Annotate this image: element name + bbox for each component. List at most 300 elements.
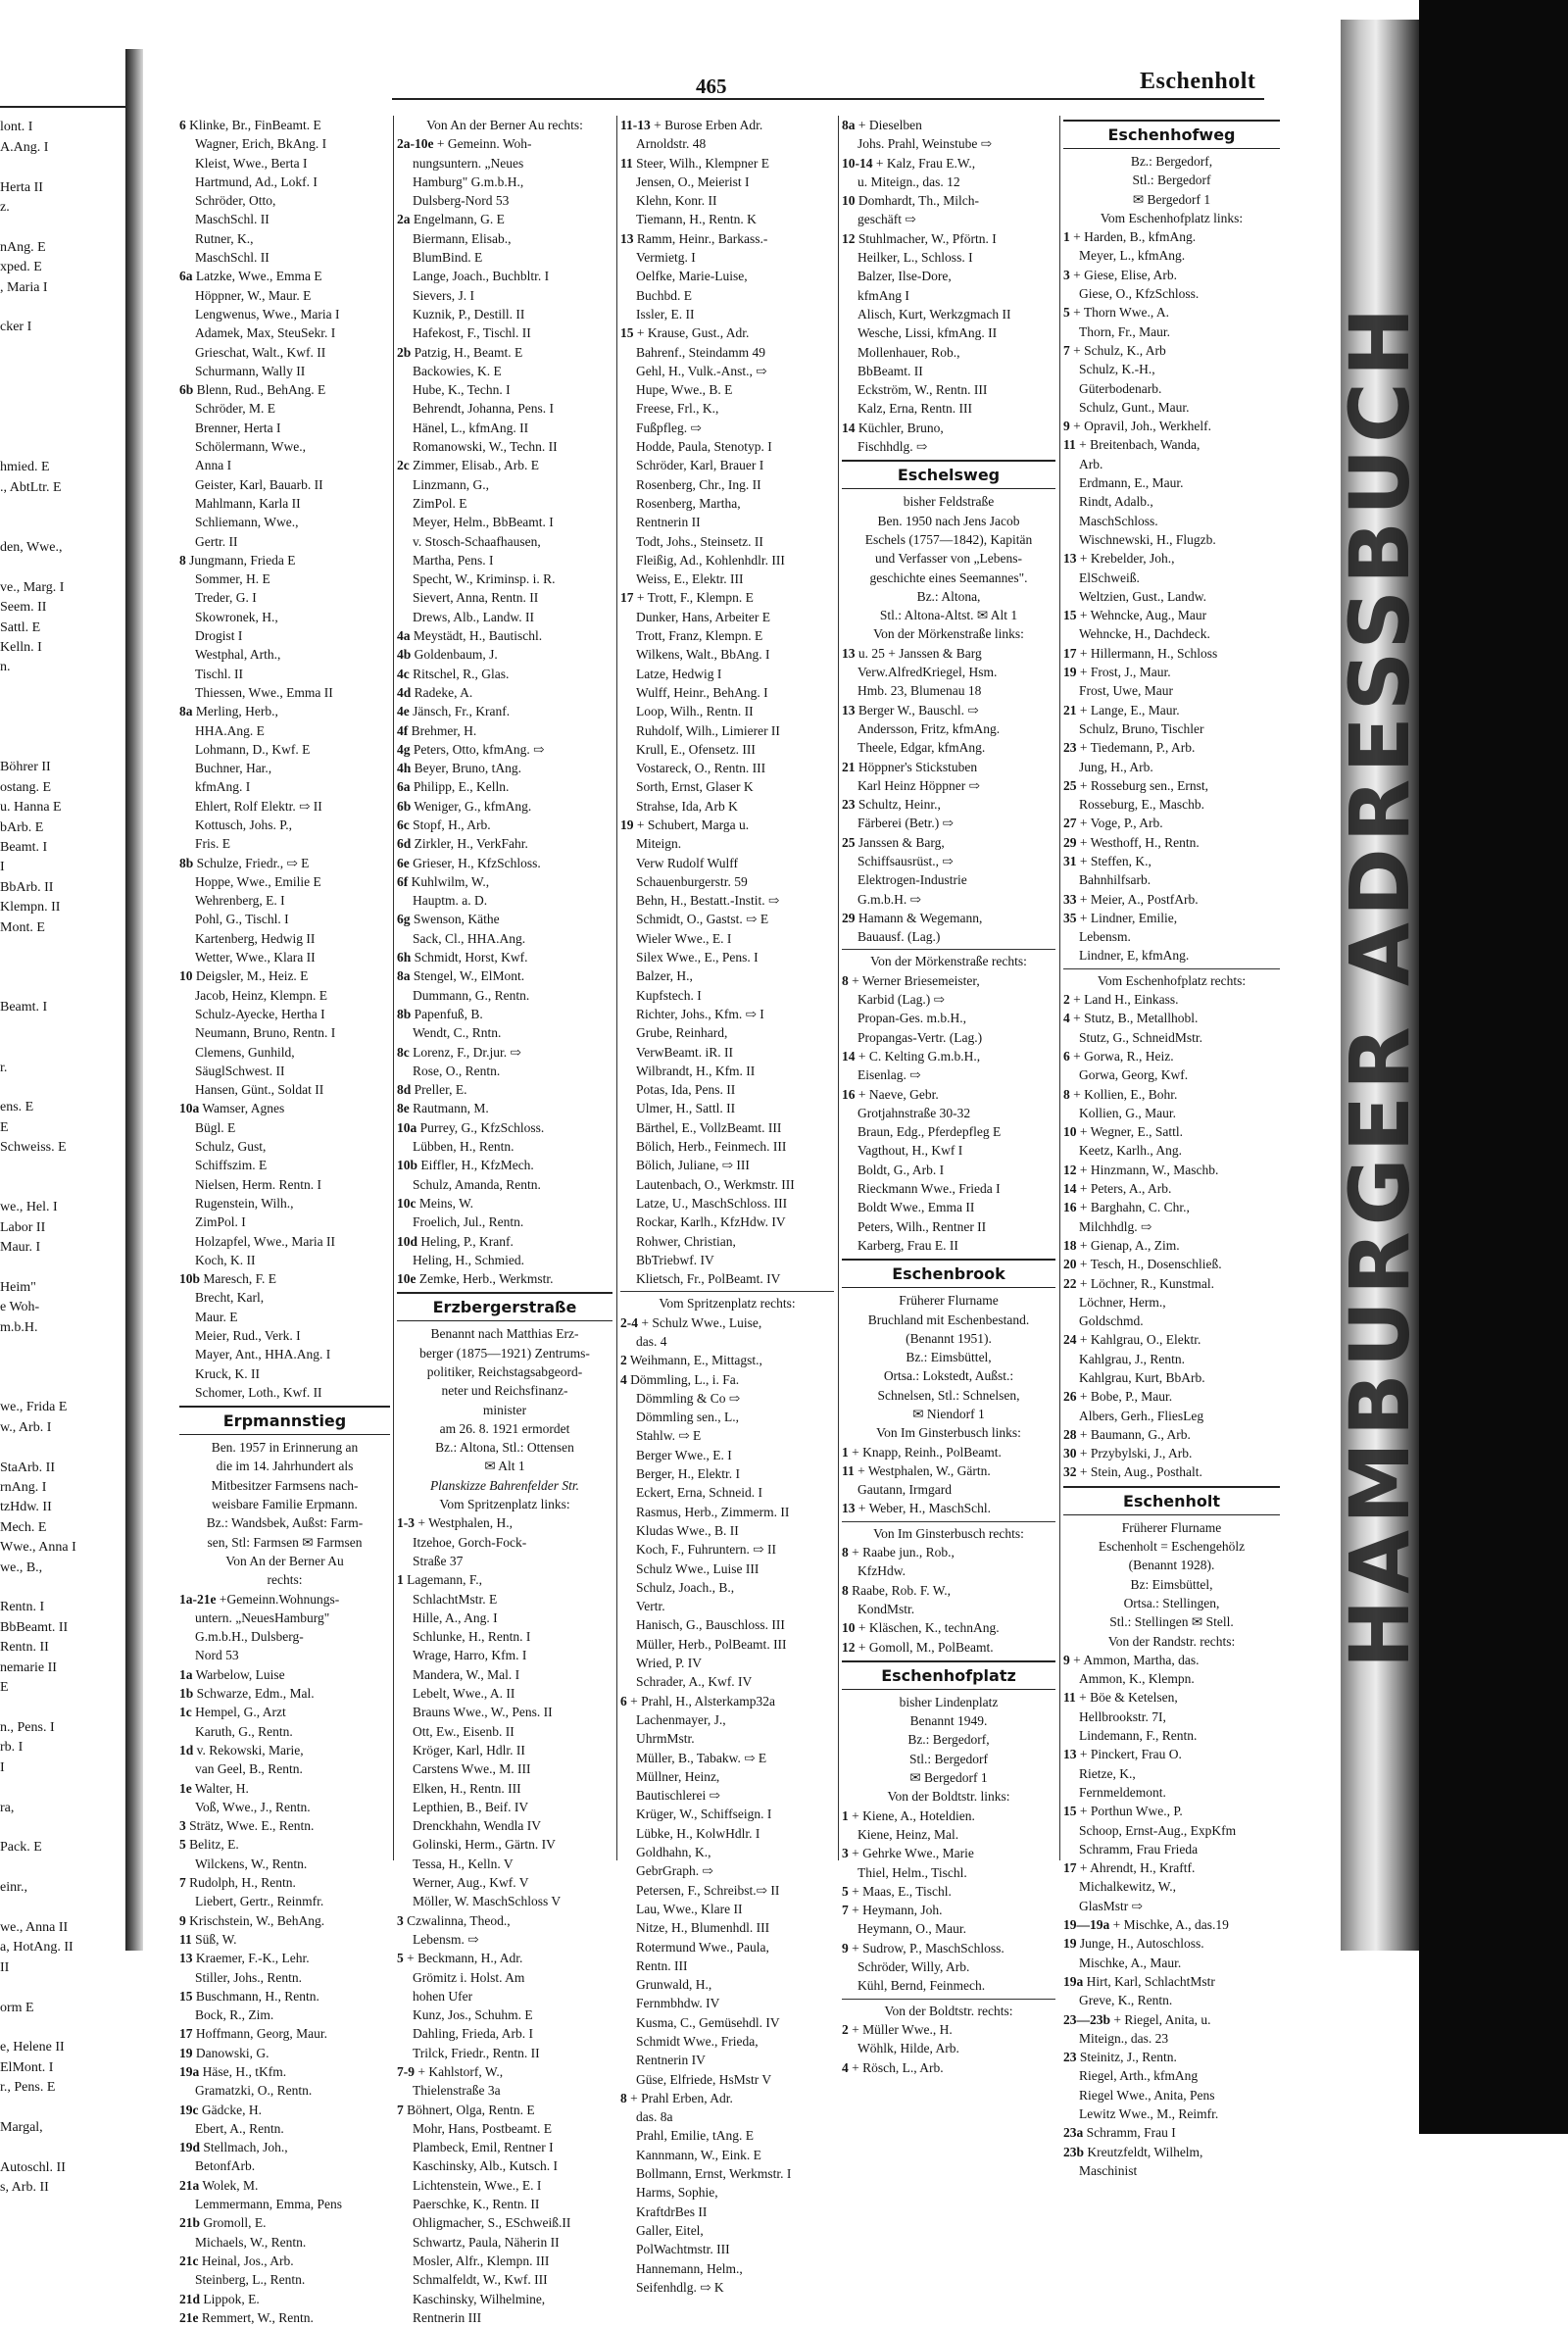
house-entry [179,1835,390,1854]
resident-line: Arb. [1079,456,1103,471]
resident-line: SäuglSchwest. II [195,1063,285,1078]
resident-line: Backowies, K. E [413,363,502,378]
resident-line: Liebert, Gertr., Reinmfr. [195,1894,324,1909]
house-number: 5 [842,1883,849,1899]
resident-text: + Prahl, H., Alsterkamp32a [630,1693,775,1708]
house-number: 14 [1063,1181,1077,1197]
resident-line: Thiel, Helm., Tischl. [858,1864,967,1880]
house-number: 1 [842,1444,849,1460]
left-fragment-line: z. [0,200,10,216]
left-fragment-line [0,558,125,577]
resident-line: Dahling, Frieda, Arb. I [413,2026,533,2042]
resident-line: Arnoldstr. 48 [636,136,707,152]
left-fragment-line: ostang. E [0,779,52,795]
left-fragment-line [0,1359,125,1378]
house-number: 13 [842,645,856,661]
resident-line: Jung, H., Arb. [1079,759,1153,774]
resident-line: Wried, P. IV [636,1656,702,1671]
resident-line: Ott, Ew., Eisenb. II [413,1723,514,1739]
resident-line: Lindemann, F., Rentn. [1079,1728,1198,1744]
resident-line: Weltzien, Gust., Landw. [1079,588,1207,604]
resident-text: Gromoll, E. [203,2215,267,2231]
resident-text: Dömmling, L., i. Fa. [630,1371,740,1387]
resident-text: Purrey, G., KfzSchloss. [419,1119,545,1135]
resident-line: Klietsch, Fr., PolBeamt. IV [636,1271,781,1287]
left-fragment-line: I [0,860,5,875]
house-number: 8 [1063,1086,1070,1102]
house-number: 8a [842,118,856,132]
resident-line: Richter, Johs., Kfm. ⇨ I [636,1006,764,1021]
street-heading: Erpmannstieg [179,1406,390,1435]
street-note: politiker, Reichstagsabgeord- [426,1364,583,1379]
resident-line: Frost, Uwe, Maur [1079,683,1173,699]
resident-text: Jänsch, Fr., Kranf. [413,704,511,719]
resident-text: + Müller Wwe., H. [852,2021,953,2037]
resident-text: Czwalinna, Theod., [407,1912,511,1928]
resident-line: Kahlgrau, J., Rentn. [1079,1351,1185,1366]
house-number: 6 [620,1693,627,1708]
resident-line: kfmAng I [858,287,909,303]
resident-line: Drogist I [195,628,243,644]
resident-line: Balzer, Ilse-Dore, [858,269,952,284]
resident-line: Verw.AlfredKriegel, Hsm. [858,665,998,680]
house-entry [842,1543,1055,1561]
column-divider [616,116,617,1860]
street-note: geschichte eines Seemannes". [869,569,1028,585]
resident-line: Rasmus, Herb., Zimmerm. II [636,1504,790,1519]
resident-line: Wulff, Heinr., BehAng. I [636,684,768,700]
house-entry [397,1949,612,1967]
street-note: Ortsa.: Stellingen, [1123,1595,1220,1610]
left-fragment-line: I [0,1759,5,1775]
house-number: 19d [179,2140,201,2155]
house-entry [179,702,390,720]
resident-line: Issler, E. II [636,306,695,322]
resident-line: Ruhdolf, Wilh., Limierer II [636,722,780,738]
house-number: 9 [1063,419,1070,434]
resident-line: Lübke, H., KolwHdlr. I [636,1825,760,1841]
street-note: Vom Spritzenplatz rechts: [620,1291,834,1312]
house-entry [842,2058,1055,2077]
resident-text: + Frost, J., Maur. [1079,665,1171,680]
street-note: ✉ Bergedorf 1 [909,1770,988,1786]
left-fragment-line: r. [0,1060,8,1075]
left-fragment-line: E [0,1680,9,1696]
resident-line: Schulz-Ayecke, Hertha I [195,1006,325,1021]
resident-line: Balzer, H., [636,968,693,984]
house-number: 14 [842,420,856,435]
resident-line: Bölich, Juliane, ⇨ III [636,1158,750,1173]
resident-text: + Werner Briesemeister, [852,972,980,988]
resident-text: Kraemer, F.-K., Lehr. [195,1951,310,1966]
left-fragment-line: , Maria I [0,279,48,295]
house-entry [397,948,612,966]
resident-line: Hafekost, F., Tischl. II [413,325,531,341]
resident-line: Hartmund, Ad., Lokf. I [195,173,318,189]
resident-line: Kartenberg, Hedwig II [195,930,316,946]
house-entry [397,683,612,702]
house-number: 19 [1063,665,1077,680]
house-entry [397,1911,612,1930]
resident-line: Mischke, A., Maur. [1079,1955,1182,1970]
house-number: 2 [1063,992,1070,1008]
resident-text: + C. Kelting G.m.b.H., [858,1048,981,1064]
resident-line: Krull, E., Ofensetz. III [636,741,756,757]
left-fragment-line [0,519,125,538]
resident-text: + Naeve, Gebr. [858,1086,939,1102]
house-entry [1063,1179,1280,1198]
house-number: 6f [397,873,409,889]
resident-text: + Schulz, K., Arb [1073,342,1166,358]
resident-line: Bauausf. (Lag.) [858,929,941,945]
resident-line: Linzmann, G., [413,476,489,492]
left-fragment-line: u. Hanna E [0,800,62,816]
house-number: 12 [842,230,856,246]
resident-line: v. Stosch-Schaafhausen, [413,533,541,549]
resident-line: Kollien, G., Maur. [1079,1105,1176,1120]
left-fragment-line: xped. E [0,260,42,275]
left-fragment-line: A.Ang. I [0,139,49,155]
resident-line: Harms, Sophie, [636,2185,718,2201]
house-number: 5 [179,1837,186,1853]
resident-line: Nielsen, Herm. Rentn. I [195,1176,321,1192]
resident-text: Raabe, Rob. F. W., [852,1582,952,1598]
resident-text: Häse, H., tKfm. [202,2063,287,2079]
resident-line: KraftdrBes II [636,2203,708,2219]
left-fragment-line: Mech. E [0,1519,47,1535]
house-number: 23 [1063,740,1077,756]
resident-text: Steer, Wilh., Klempner E [636,155,770,171]
resident-line: Rosenberg, Chr., Ing. II [636,476,761,492]
resident-line: Plambeck, Emil, Rentner I [413,2140,554,2155]
house-number: 4a [397,628,411,644]
resident-line: Lautenbach, O., Werkmstr. III [636,1176,795,1192]
house-entry [397,210,612,228]
house-number: 26 [1063,1389,1077,1405]
resident-text: + Mischke, A., das.19 [1112,1917,1229,1933]
spine-lettering: HAMBURGER ADRESSBUCH [1332,301,1428,1669]
resident-line: Skowronek, H., [195,609,278,624]
resident-text: + Steffen, K., [1079,853,1152,868]
resident-text: + Gienap, A., Zim. [1079,1237,1180,1253]
resident-text: + Stein, Aug., Posthalt. [1079,1464,1202,1480]
resident-line: Nord 53 [195,1648,239,1663]
house-number: 21d [179,2291,201,2306]
house-number: 19 [1063,1936,1077,1952]
left-fragment-line: w., Arb. I [0,1419,52,1435]
resident-text: Remmert, W., Rentn. [201,2309,314,2325]
house-entry [179,2213,390,2232]
left-fragment-line [0,498,125,518]
street-note: Bz.: Altona, [916,588,981,604]
street-note: Von der Boldtstr. links: [887,1789,1010,1805]
house-number: 29 [1063,834,1077,850]
house-number: 10 [1063,1124,1077,1140]
house-number: 11-13 [620,118,651,132]
resident-line: geschäft ⇨ [858,212,916,227]
resident-line: Bollmann, Ernst, Werkmstr. I [636,2166,792,2182]
house-entry [179,1590,390,1609]
resident-line: Schulz, Amanda, Rentn. [413,1176,541,1192]
resident-text: Hirt, Karl, SchlachtMstr [1086,1973,1215,1989]
resident-text: + Trott, F., Klempn. E [636,590,754,606]
resident-line: Miteign., das. 23 [1079,2030,1169,2046]
street-note: Planskizze Bahrenfelder Str. [429,1477,580,1493]
resident-line: Boldt, G., Arb. I [858,1162,945,1177]
resident-line: Kludas Wwe., B. II [636,1522,739,1538]
resident-line: MaschSchloss. [1079,513,1158,528]
left-fragment-line [0,978,125,998]
resident-line: Boldt Wwe., Emma II [858,1200,975,1215]
resident-line: Riegel Wwe., Anita, Pens [1079,2087,1215,2103]
house-entry [397,2101,612,2119]
left-fragment-line: rnAng. I [0,1480,47,1496]
house-number: 6 [1063,1048,1070,1064]
house-entry [620,116,834,134]
street-note: Schnelsen, Stl.: Schnelsen, [877,1387,1020,1403]
house-entry [1063,701,1280,719]
house-number: 10c [397,1195,416,1211]
resident-line: Latze, U., MaschSchloss. III [636,1195,788,1211]
resident-line: Carstens Wwe., M. III [413,1761,531,1777]
street-note: Bz.: Altona, Stl.: Ottensen [435,1440,574,1456]
house-entry [842,1443,1055,1461]
house-number: 21b [179,2215,201,2231]
resident-line: Karbid (Lag.) ⇨ [858,992,945,1008]
resident-line: Wilbrandt, H., Kfm. II [636,1063,756,1078]
resident-line: Stiller, Johs., Rentn. [195,1969,302,1985]
street-heading: Eschenholt [1063,1486,1280,1515]
resident-line: Gautann, Irmgard [858,1482,952,1498]
house-number: 7 [397,2102,404,2117]
resident-line: Sack, Cl., HHA.Ang. [413,930,526,946]
house-number: 6a [179,269,193,284]
house-number: 10b [179,1271,201,1287]
house-number: 7 [842,1903,849,1918]
house-entry [1063,2143,1280,2161]
resident-text: Junge, H., Autoschloss. [1079,1936,1204,1952]
resident-line: Hellbrookstr. 7I, [1079,1708,1166,1724]
resident-line: Heling, H., Schmied. [413,1252,524,1267]
resident-text: Weniger, G., kfmAng. [414,798,532,814]
house-entry [1063,1047,1280,1065]
house-number: 2b [397,344,412,360]
resident-line: Hannemann, Helm., [636,2260,743,2276]
house-number: 9 [179,1912,186,1928]
resident-text: Brehmer, H. [411,722,477,738]
left-fragment-line: s, Arb. II [0,2180,49,2196]
resident-text: + Thorn Wwe., A. [1073,305,1169,321]
resident-line: PolWachtmstr. III [636,2242,730,2257]
resident-line: Hupe, Wwe., B. E [636,382,733,398]
house-entry [1063,990,1280,1009]
resident-text: Merling, Herb., [195,704,278,719]
left-fragment-line [0,1978,125,1998]
resident-line: Schurmann, Wally II [195,363,306,378]
house-entry [1063,1688,1280,1707]
house-number: 23 [1063,2050,1077,2065]
house-entry [842,1461,1055,1480]
house-entry [842,1939,1055,1957]
house-entry [1063,341,1280,360]
house-entry [397,1043,612,1062]
house-entry [397,1194,612,1213]
house-number: 10-14 [842,155,873,171]
house-entry [179,1987,390,2005]
house-number: 6 [179,118,186,132]
resident-text: + Westphalen, H., [417,1515,514,1531]
left-fragment-line: Seem. II [0,600,47,616]
resident-text: u. 25 + Janssen & Barg [858,645,982,661]
house-entry [620,154,834,173]
resident-text: Stellmach, Joh., [203,2140,288,2155]
resident-line: Jensen, O., Meierist I [636,173,750,189]
resident-text: Meins, W. [418,1195,474,1211]
street-note: Vom Spritzenplatz links: [439,1497,570,1512]
resident-line: Rutner, K., [195,230,254,246]
street-note: Bz.: Eimsbüttel, [906,1350,992,1365]
resident-line: Jacob, Heinz, Klempn. E [195,987,327,1003]
house-number: 12 [842,1639,856,1655]
street-note: Von der Boldtstr. rechts: [842,1999,1055,2020]
street-heading: Eschenhofplatz [842,1660,1055,1690]
resident-line: Rockar, Karlh., KfzHdw. IV [636,1214,786,1230]
resident-line: Albers, Gerh., FliesLeg [1079,1408,1204,1423]
house-entry [397,797,612,816]
left-fragment-line: ElMont. I [0,2059,54,2075]
resident-text: Stuhlmacher, W., Pförtn. I [858,230,997,246]
resident-line: Thorn, Fr., Maur. [1079,323,1170,339]
resident-line: Mandera, W., Mal. I [413,1666,520,1682]
house-number: 11 [179,1931,192,1947]
resident-text: + Kalz, Frau E.W., [875,155,976,171]
resident-line: Braun, Edg., Pferdepfleg E [858,1124,1002,1140]
left-fragment-line [0,398,125,418]
left-fragment-line: StaArb. II [0,1460,55,1475]
house-number: 23a [1063,2125,1084,2141]
house-entry [1063,1858,1280,1877]
resident-text: + Porthun Wwe., P. [1079,1804,1183,1819]
left-fragment-line: Maur. I [0,1240,41,1256]
house-entry [842,833,1055,852]
resident-text: v. Rekowski, Marie, [196,1742,304,1758]
house-entry [1063,1444,1280,1462]
resident-line: Bahnhilfsarb. [1079,872,1152,888]
street-heading: Eschenhofweg [1063,120,1280,149]
house-entry [179,2101,390,2119]
resident-line: Schulz, Gunt., Maur. [1079,399,1190,415]
house-entry [842,909,1055,927]
resident-text: Swenson, Käthe [413,912,500,927]
resident-line: Kusma, C., Gemüsehdl. IV [636,2014,780,2030]
resident-line: Thielenstraße 3a [413,2083,501,2099]
resident-text: Weihmann, E., Mittagst., [629,1353,762,1368]
resident-line: Elektrogen-Industrie [858,872,967,888]
house-entry [1063,303,1280,322]
resident-line: Brenner, Herta I [195,420,281,435]
resident-line: Maur. E [195,1309,238,1324]
house-entry [1063,738,1280,757]
resident-line: nungsuntern. „Neues [413,155,524,171]
resident-line: Rindt, Adalb., [1079,494,1153,510]
house-number: 13 [1063,551,1077,567]
left-fragment-line [0,1018,125,1038]
house-entry [179,551,390,569]
house-entry [1063,1651,1280,1669]
resident-line: Schiffszim. E [195,1158,268,1173]
resident-line: Trott, Franz, Klempn. E [636,628,763,644]
house-number: 30 [1063,1446,1077,1461]
resident-line: Meyer, Helm., BbBeamt. I [413,515,554,530]
resident-line: Schmidt, O., Gastst. ⇨ E [636,912,769,927]
resident-line: Bahrenf., Steindamm 49 [636,344,765,360]
street-note: Von An der Berner Au rechts: [426,118,583,132]
house-entry [620,588,834,607]
resident-text: + Ahrendt, H., Kraftf. [1079,1860,1196,1876]
resident-line: Wischnewski, H., Flugzb. [1079,531,1216,547]
resident-line: Kunz, Jos., Schuhm. E [413,2007,533,2023]
resident-line: Anna I [195,458,232,473]
resident-line: Lengwenus, Wwe., Maria I [195,306,340,322]
resident-text: + Schulz Wwe., Luise, [641,1314,762,1330]
house-entry [397,759,612,777]
resident-line: Meyer, L., kfmAng. [1079,248,1186,264]
resident-text: + Bobe, P., Maur. [1079,1389,1173,1405]
house-number: 6e [397,855,410,870]
house-number: 31 [1063,853,1077,868]
resident-line: Lewitz Wwe., M., Reimfr. [1079,2105,1219,2121]
resident-line: Steinberg, L., Rentn. [195,2272,306,2288]
resident-line: Schauenburgerstr. 59 [636,873,748,889]
running-head: Eschenholt [1140,69,1256,94]
resident-line: Mollenhauer, Rob., [858,344,960,360]
left-fragment-line [0,338,125,358]
house-entry [397,1099,612,1117]
house-number: 19a [179,2063,200,2079]
left-fragment-line [0,718,125,738]
resident-line: Adamek, Max, SteuSekr. I [195,325,336,341]
house-entry [842,1638,1055,1657]
house-entry [1063,909,1280,927]
resident-line: Mohr, Hans, Postbeamt. E [413,2120,552,2136]
house-entry [179,380,390,399]
house-number: 21 [842,759,856,774]
resident-text: + Gehrke Wwe., Marie [852,1846,974,1861]
resident-text: + Westphalen, W., Gärtn. [858,1462,991,1478]
resident-line: Krüger, W., Schiffseign. I [636,1807,772,1822]
resident-line: Wagner, Erich, BkAng. I [195,136,327,152]
house-entry [179,1816,390,1835]
resident-line: Biermann, Elisab., [413,230,512,246]
resident-line: Lübben, H., Rentn. [413,1139,514,1155]
column-divider [838,116,839,1860]
resident-line: Höppner, W., Maur. E [195,287,312,303]
house-number: 4 [842,2059,849,2075]
house-entry [1063,2048,1280,2066]
house-entry [397,872,612,891]
house-entry [842,1807,1055,1825]
resident-line: Sommer, H. E [195,571,270,587]
resident-line: Ammon, K., Klempn. [1079,1671,1195,1687]
house-entry [397,456,612,474]
left-fragment-line: den, Wwe., [0,539,63,555]
resident-text: Hamann & Wegemann, [858,910,983,925]
resident-line: Güterbodenarb. [1079,380,1162,396]
resident-line: Schulz, Joach., B., [636,1579,735,1595]
resident-line: untern. „NeuesHamburg" [195,1609,330,1625]
resident-line: Wilkens, Walt., BbAng. I [636,647,770,663]
resident-line: Lebensm. [1079,929,1131,945]
